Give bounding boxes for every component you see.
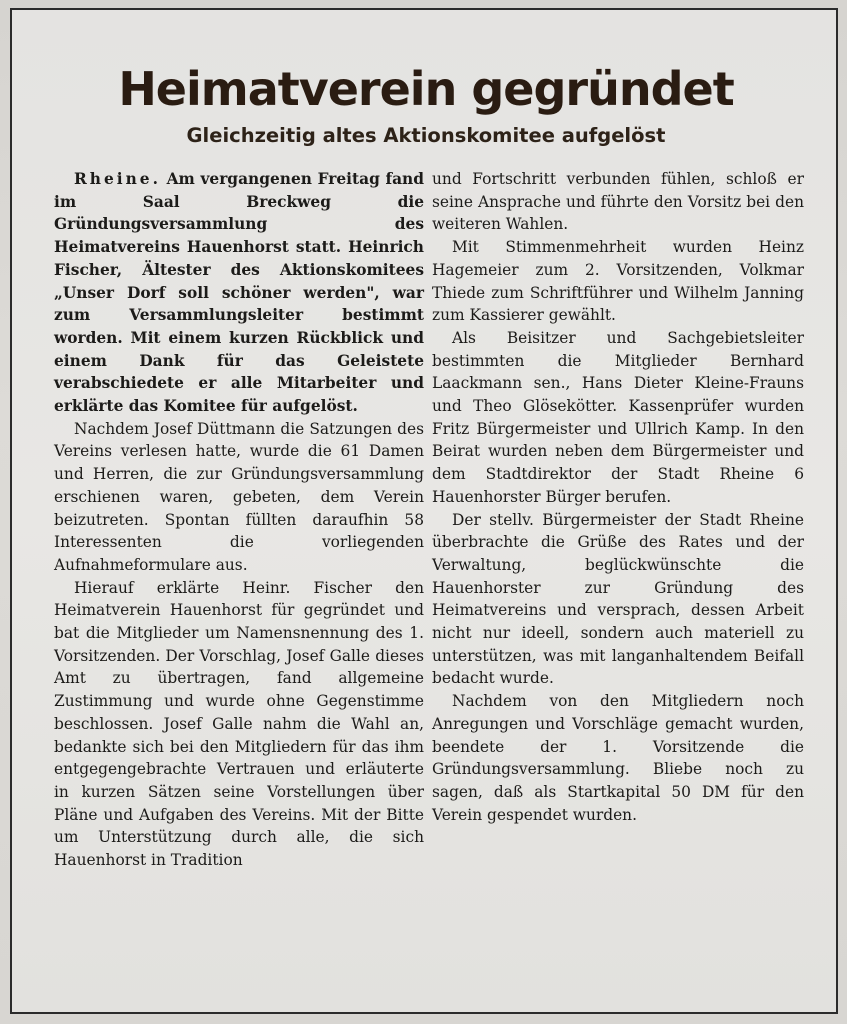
body-paragraph: Nachdem Josef Düttmann die Satzungen des Vereins verlesen hatte, wurde die 61 Damen und Herren, die zur Gründungsversammlung erschienen waren, gebeten, dem Verein beizutreten. Spontan füllten daraufhin 58 Interessenten die vorliegenden Aufnahmeformulare aus.	[54, 419, 424, 574]
body-paragraph: Hierauf erklärte Heinr. Fischer den Heimatverein Hauenhorst für gegründet und bat die Mitglieder um Namensnennung des 1. Vorsitzenden. Der Vorschlag, Josef Galle dieses Amt zu übertragen, fand allgemeine Zustimmung und wurde ohne Gegenstimme beschlossen. Josef Galle nahm die Wahl an, bedankte sich bei den Mitgliedern für das ihm entgegengebrachte Vertrauen und erläuterte in kurzen Sätzen seine Vorstellungen über Pläne und Aufgaben des Vereins. Mit der Bitte um Unterstützung durch alle, die sich Hauenhorst in Tradition	[54, 578, 424, 870]
right-column	[432, 168, 804, 826]
lead-paragraph	[54, 168, 424, 418]
dateline: Rheine.	[74, 170, 161, 188]
body-paragraph: Mit Stimmenmehrheit wurden Heinz Hagemeier zum 2. Vorsitzenden, Volkmar Thiede zum Schriftführer und Wilhelm Janning zum Kassierer gewählt.	[432, 238, 804, 325]
headline: Heimatverein gegründet	[118, 62, 734, 116]
continuation-paragraph: und Fortschritt verbunden fühlen, schloß er seine Ansprache und führte den Vorsitz bei den weiteren Wahlen.	[432, 170, 804, 234]
left-column	[54, 168, 424, 872]
subheadline: Gleichzeitig altes Aktionskomitee aufgelöst	[186, 124, 666, 147]
body-paragraph: Der stellv. Bürgermeister der Stadt Rheine überbrachte die Grüße des Rates und der Verwaltung, beglückwünschte die Hauenhorster zur Gründung des Heimatvereins und versprach, dessen Arbeit nicht nur ideell, sondern auch materiell zu unterstützen, was mit langanhaltendem Beifall bedacht wurde.	[432, 510, 804, 688]
body-paragraph: Nachdem von den Mitgliedern noch Anregungen und Vorschläge gemacht wurden, beendete der 1. Vorsitzende die Gründungsversammlung. Bliebe noch zu sagen, daß als Startkapital 50 DM für den Verein gespendet wurden.	[432, 692, 804, 824]
lead-text: Am vergangenen Freitag fand im Saal Breckweg die Gründungsversammlung des Heimatvereins Hauenhorst statt. Heinrich Fischer, Ältester des Aktionskomitees „Unser Dorf soll schöner werden", war zum Versammlungsleiter bestimmt worden. Mit einem kurzen Rückblick und einem Dank für das Geleistete verabschiedete er alle Mitarbeiter und erklärte das Komitee für aufgelöst.	[54, 170, 425, 416]
body-paragraph: Als Beisitzer und Sachgebietsleiter bestimmten die Mitglieder Bernhard Laackmann sen., Hans Dieter Kleine-Frauns und Theo Glösekötter. Kassenprüfer wurden Fritz Bürgermeister und Ullrich Kamp. In den Beirat wurden neben dem Bürgermeister und dem Stadtdirektor der Stadt Rheine 6 Hauenhorster Bürger berufen.	[432, 328, 804, 506]
newspaper-clipping	[10, 8, 838, 1014]
